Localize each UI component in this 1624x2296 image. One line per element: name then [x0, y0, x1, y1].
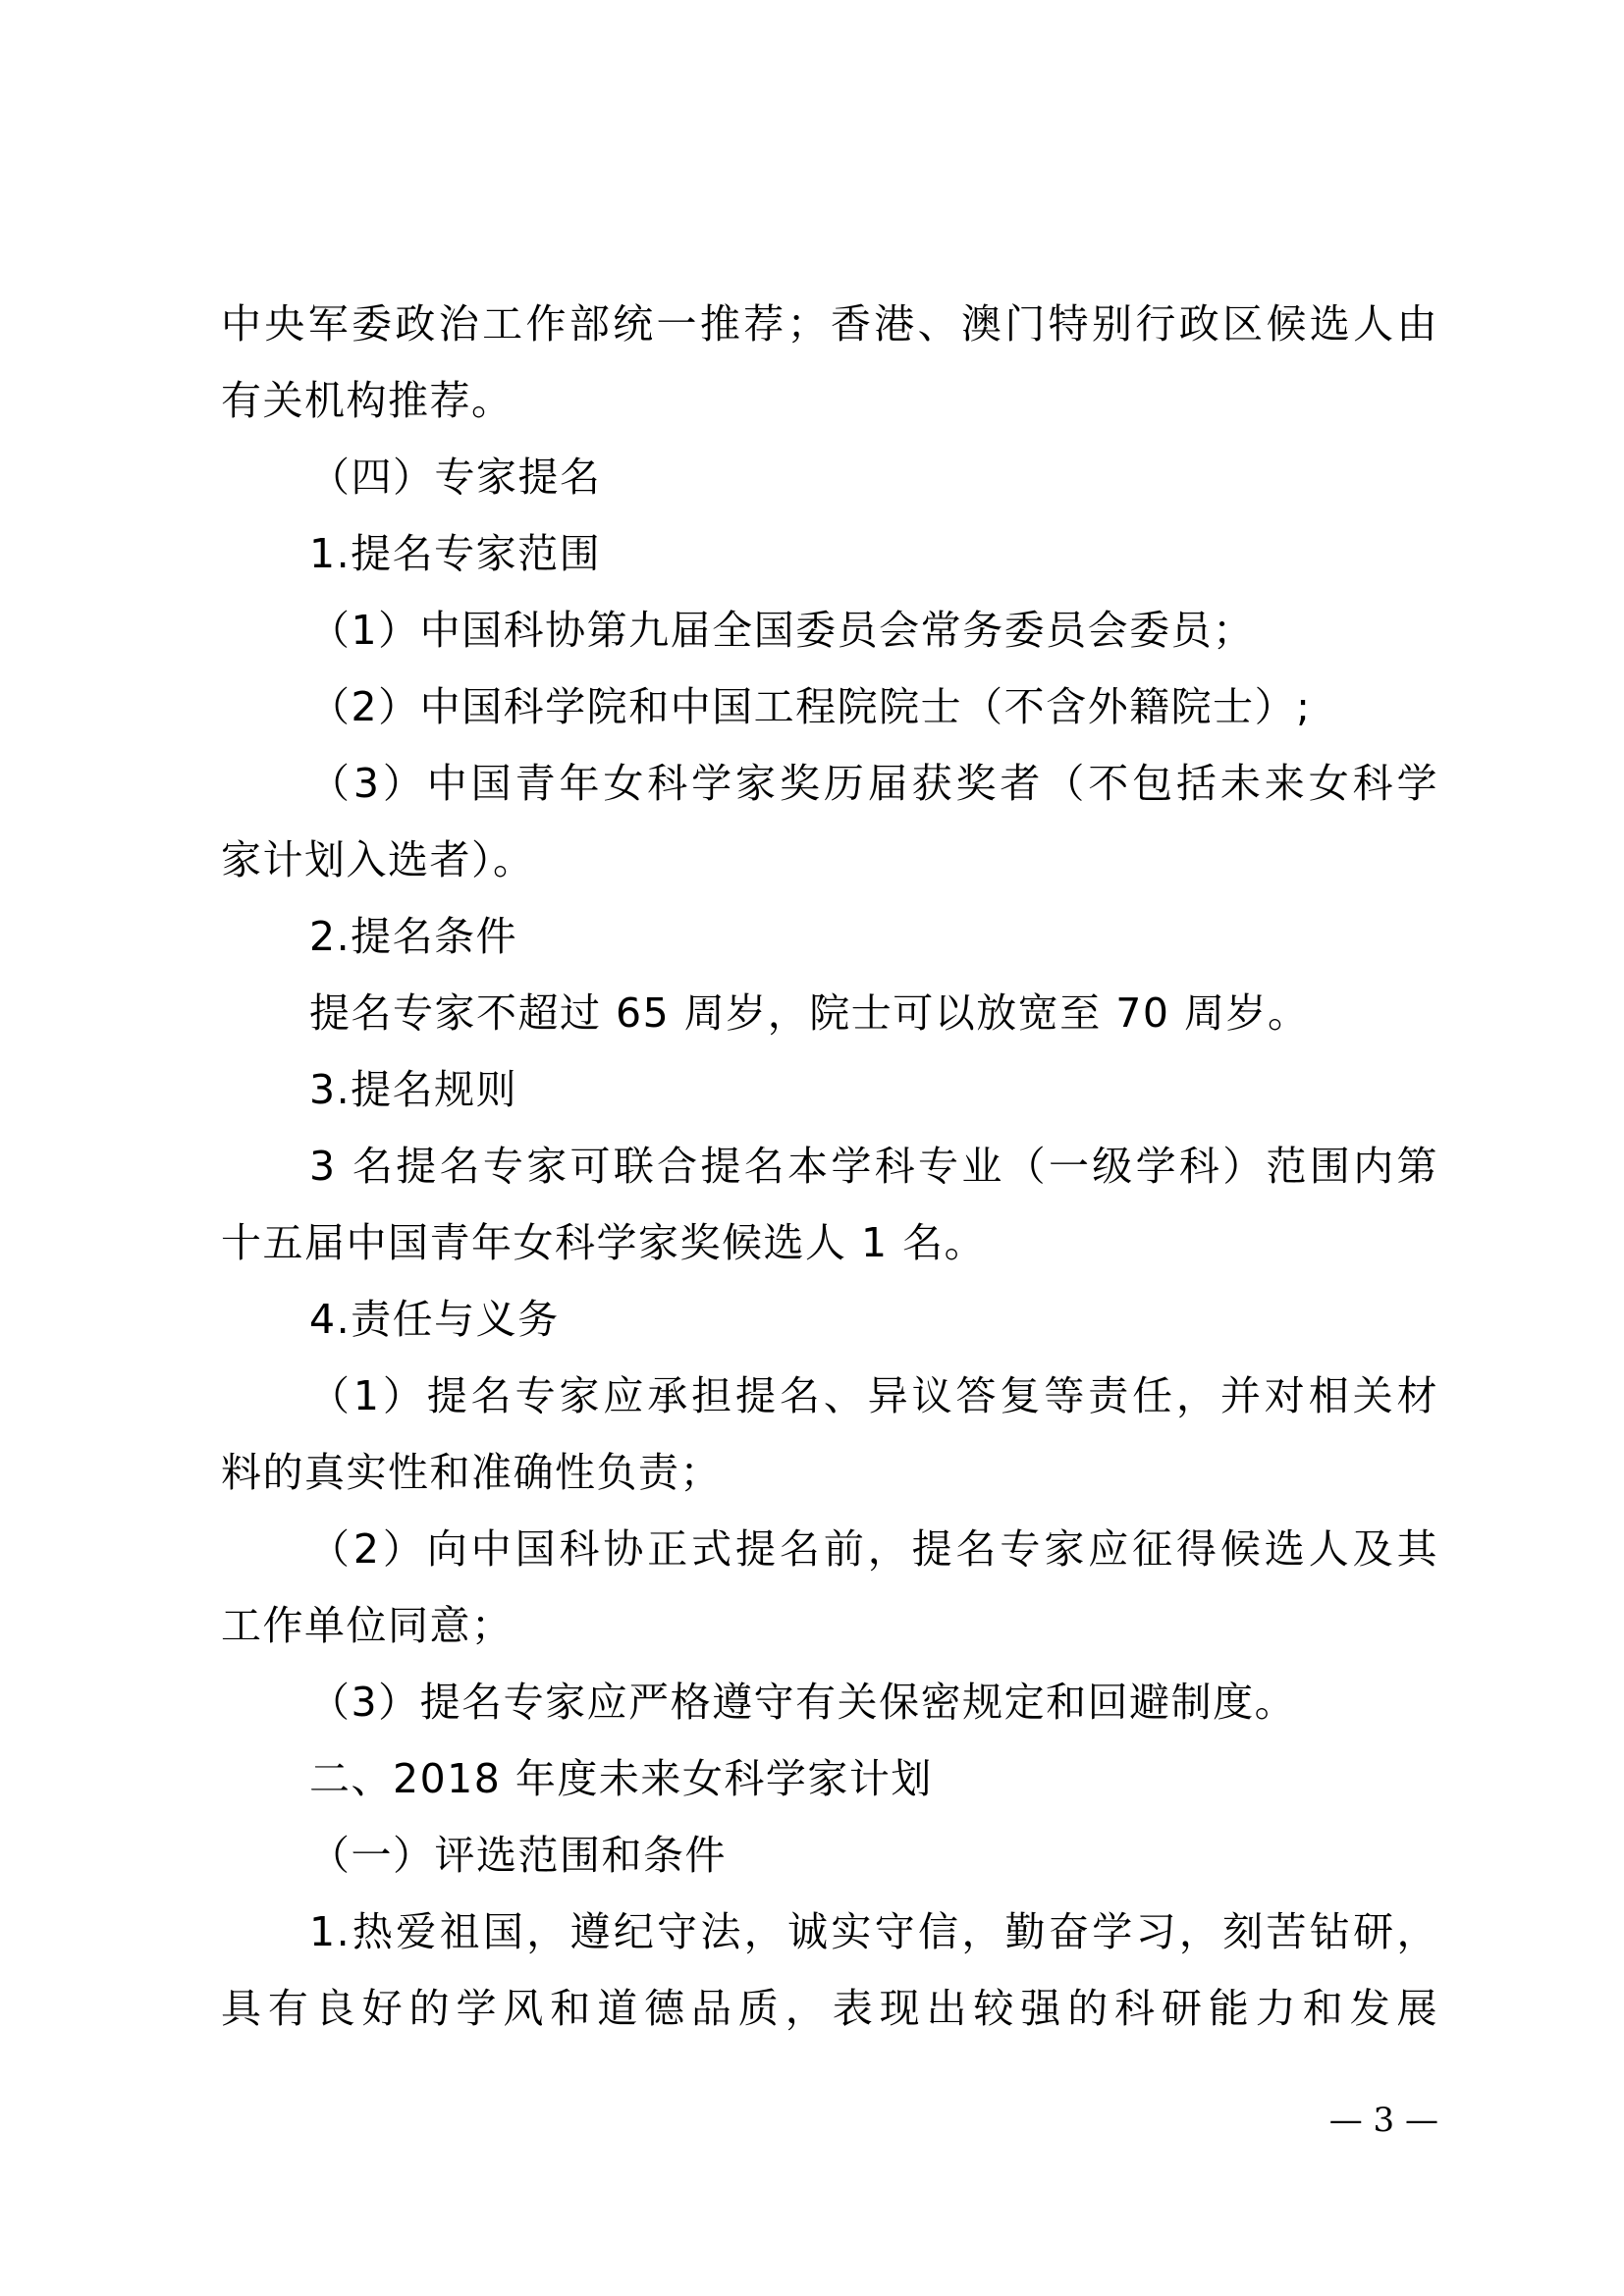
text-line: 十五届中国青年女科学家奖候选人 1 名。: [221, 1219, 987, 1266]
section-heading: （一）评选范围和条件: [309, 1832, 727, 1879]
text-line: 有关机构推荐。: [221, 377, 514, 424]
text-line: 3 名提名专家可联合提名本学科专业（一级学科）范围内第: [309, 1143, 1438, 1190]
list-item: （1）提名专家应承担提名、异议答复等责任，并对相关材: [309, 1372, 1438, 1419]
list-item: （1）中国科协第九届全国委员会常务委员会委员；: [309, 607, 1255, 654]
text-line: 家计划入选者）。: [221, 836, 535, 883]
text-line: 具有良好的学风和道德品质，表现出较强的科研能力和发展: [221, 1985, 1438, 2032]
text-line: 料的真实性和准确性负责；: [221, 1449, 722, 1496]
list-item: （2）中国科学院和中国工程院院士（不含外籍院士）;: [309, 683, 1312, 730]
text-line: 工作单位同意；: [221, 1602, 514, 1649]
text-line: 提名专家不超过 65 周岁，院士可以放宽至 70 周岁。: [309, 989, 1310, 1037]
list-item: （3）中国青年女科学家奖历届获奖者（不包括未来女科学: [309, 760, 1438, 807]
section-heading: （四）专家提名: [309, 454, 602, 501]
subsection-heading: 4.责任与义务: [309, 1296, 560, 1343]
subsection-heading: 1.提名专家范围: [309, 530, 602, 577]
page-number: — 3 —: [1328, 2101, 1438, 2140]
list-item: （3）提名专家应严格遵守有关保密规定和回避制度。: [309, 1679, 1297, 1726]
text-line: 中央军委政治工作部统一推荐；香港、澳门特别行政区候选人由: [221, 300, 1438, 347]
subsection-heading: 2.提名条件: [309, 913, 518, 960]
section-heading: 二、2018 年度未来女科学家计划: [309, 1755, 933, 1802]
list-item: （2）向中国科协正式提名前，提名专家应征得候选人及其: [309, 1525, 1438, 1573]
list-item: 1.热爱祖国，遵纪守法，诚实守信，勤奋学习，刻苦钻研，: [309, 1908, 1438, 1955]
subsection-heading: 3.提名规则: [309, 1066, 518, 1113]
